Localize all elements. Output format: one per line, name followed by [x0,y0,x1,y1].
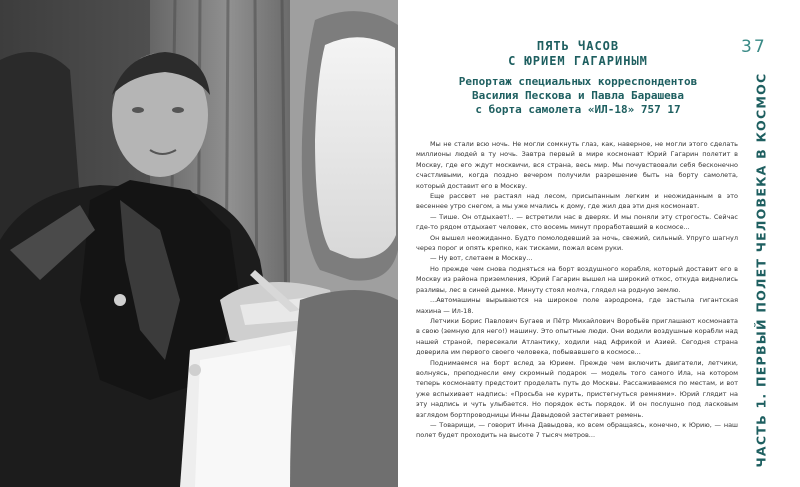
paragraph: — Товарищи, — говорит Инна Давыдова, ко всем обращаясь, конечно, к Юрию, — наш полет будет проходить на высоте 7 тысяч метров... [416,420,738,440]
article-body [416,139,738,441]
gagarin-photo [0,0,398,487]
page-number: 37 [741,37,767,57]
chapter-header-text: ЧАСТЬ 1. ПЕРВЫЙ ПОЛЕТ ЧЕЛОВЕКА В КОСМОС [753,72,769,468]
paragraph: Еще рассвет не растаял над лесом, присыпанным легким и неожиданным в это весеннее утро снегом, а мы уже мчались к дому, где жил два эти дня космонавт. [416,192,738,211]
article-title-line-1: ПЯТЬ ЧАСОВ [536,39,620,53]
paragraph: Летчики Борис Павлович Бугаев и Пётр Михайлович Воробьёв приглашают космонавта в свою (земную для него!) машину. Это опытные люди. Они водили воздушные корабли над нашей страной, пересекали Атлантику, ходили над Африкой и Азией. Сегодня страна доверила им первого своего человека, побывавшего в космосе... [416,316,738,357]
subtitle-line-2: Василия Пескова и Павла Барашева [472,89,684,102]
paragraph: — Тише. Он отдыхает!.. — встретили нас в дверях. И мы поняли эту строгость. Сейчас где-то рядом отдыхает человек, сто восемь минут проработавший в космосе... [416,212,738,232]
subtitle-line-3: с борта самолета «ИЛ-18» 757 17 [475,103,681,116]
text-page [398,0,800,487]
subtitle-line-1: Репортаж специальных корреспондентов [458,75,698,88]
article-title-line-2: С ЮРИЕМ ГАГАРИНЫМ [508,54,648,68]
paragraph: ...Автомашины вырываются на широкое поле аэродрома, где застыла гигантская махина — Ил-18. [416,296,738,315]
paragraph: Он вышел неожиданно. Будто помолодевший за ночь, свежий, сильный. Упруго шагнул через порог и опять крепко, как тисками, пожал всем руки. [416,233,738,253]
paragraph: Но прежде чем снова подняться на борт воздушного корабля, который доставит его в Москву из района приземления, Юрий Гагарин вышел на широкий откос, откуда виднелись разливы, лес в синей дымке. Минуту стоял молча, глядел на родную землю. [416,264,738,294]
chapter-header [749,70,773,470]
paragraph: — Ну вот, слетаем в Москву... [430,254,533,263]
paragraph: Мы не стали всю ночь. Не могли сомкнуть глаз, как, наверное, не могли этого сделать миллионы людей в ту ночь. Завтра первый в мире космонавт Юрий Гагарин полетит в Москву, где его ждут москвичи, вся страна, весь мир. Мы почувствовали себя бесконечно счастливыми, когда поздно вечером получили разрешение быть на борту самолета, который доставит его в Москву. [416,140,738,190]
paragraph: Поднимаемся на борт вслед за Юрием. Прежде чем включить двигатели, летчики, волнуясь, преподнесли ему скромный подарок — модель того самого Ила, на котором теперь космонавту предстоит проделать путь до Москвы. Рассаживаемся по местам, и вот уже вспыхивает надпись: «Просьба не курить, пристегнуться ремнями». Юрий глядит на эту надпись и чуть улыбается. Но порядок есть порядок. И он послушно под ласковым взглядом бортпроводницы Инны Давыдовой застегивает ремень. [416,358,738,419]
